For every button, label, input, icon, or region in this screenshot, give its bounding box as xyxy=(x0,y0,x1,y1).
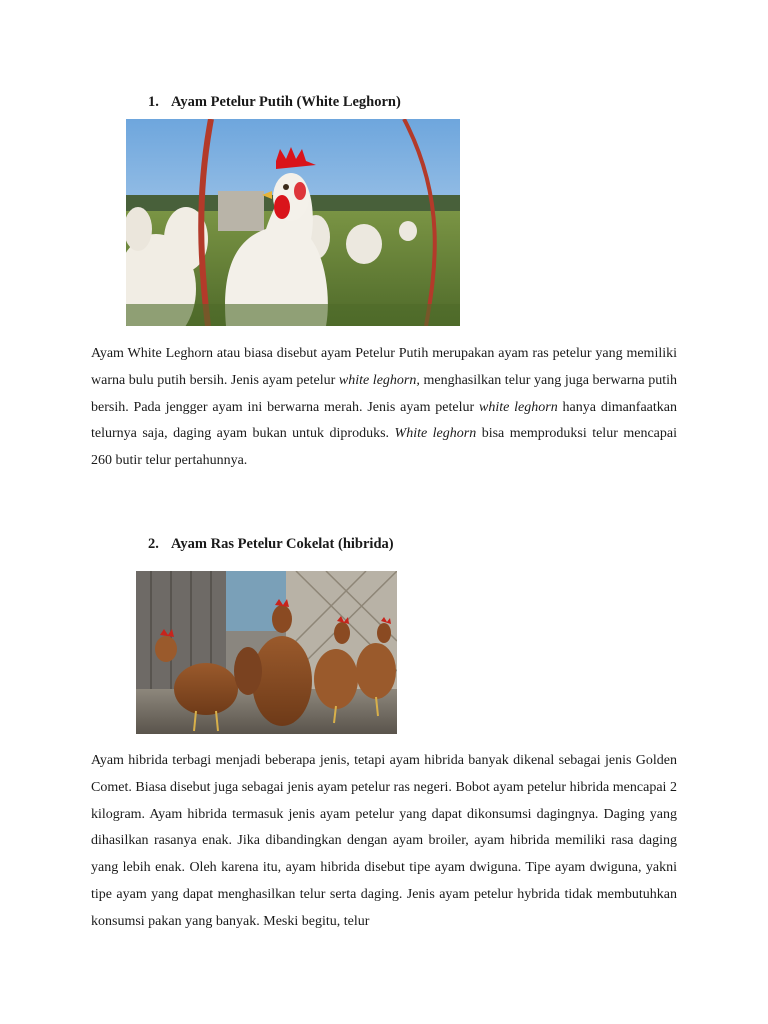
section-2-number: 2. xyxy=(148,536,159,552)
section-1-heading xyxy=(148,93,401,111)
brown-hybrid-hens-photo xyxy=(136,571,397,734)
section-1-text-2: white leghorn, xyxy=(338,372,420,388)
section-2-heading xyxy=(148,535,394,553)
section-1-text-7: bisa memproduksi telur mencapai 260 butir telur pertahunnya. xyxy=(91,426,677,469)
section-1-text-3: menghasilkan telur yang juga berwarna putih bersih. Pada jengger ayam ini berwarna merah. Jenis ayam petelur xyxy=(91,372,677,415)
white-leghorn-photo xyxy=(126,119,460,326)
section-1-text-4: white leghorn xyxy=(479,399,558,415)
section-2-title: Ayam Ras Petelur Cokelat (hibrida) xyxy=(171,536,394,552)
section-1-text-6: White leghorn xyxy=(394,426,477,442)
section-1-text-5: hanya dimanfaatkan telurnya saja, daging ayam bukan untuk diproduks. xyxy=(91,399,678,442)
section-1-number: 1. xyxy=(148,94,159,110)
section-2-text-1: Ayam hibrida terbagi menjadi beberapa jenis, tetapi ayam hibrida banyak dikenal sebagai jenis Golden Comet. Biasa disebut juga sebagai jenis ayam petelur ras negeri. Bobot ayam petelur hibrida mencapai 2 kilogram. Ayam hibrida termasuk jenis ayam petelur yang dapat dikonsumsi dagingnya. Daging yang dihasilkan rasanya enak. Jika dibandingkan dengan ayam broiler, ayam hibrida memiliki rasa daging yang lebih enak. Oleh karena itu, ayam hibrida disebut tipe ayam dwiguna. Tipe ayam dwiguna, yakni tipe ayam yang dapat menghasilkan telur serta daging. Jenis ayam petelur hybrida tidak membutuhkan konsumsi pakan yang banyak. Meski begitu, telur xyxy=(91,753,677,929)
section-1-text-1: Ayam White Leghorn atau biasa disebut ayam Petelur Putih merupakan ayam ras petelur yang memiliki warna bulu putih bersih. Jenis ayam petelur xyxy=(91,346,677,388)
section-1-title: Ayam Petelur Putih (White Leghorn) xyxy=(171,94,401,110)
section-2-paragraph xyxy=(91,748,677,936)
section-1-paragraph xyxy=(91,341,677,475)
